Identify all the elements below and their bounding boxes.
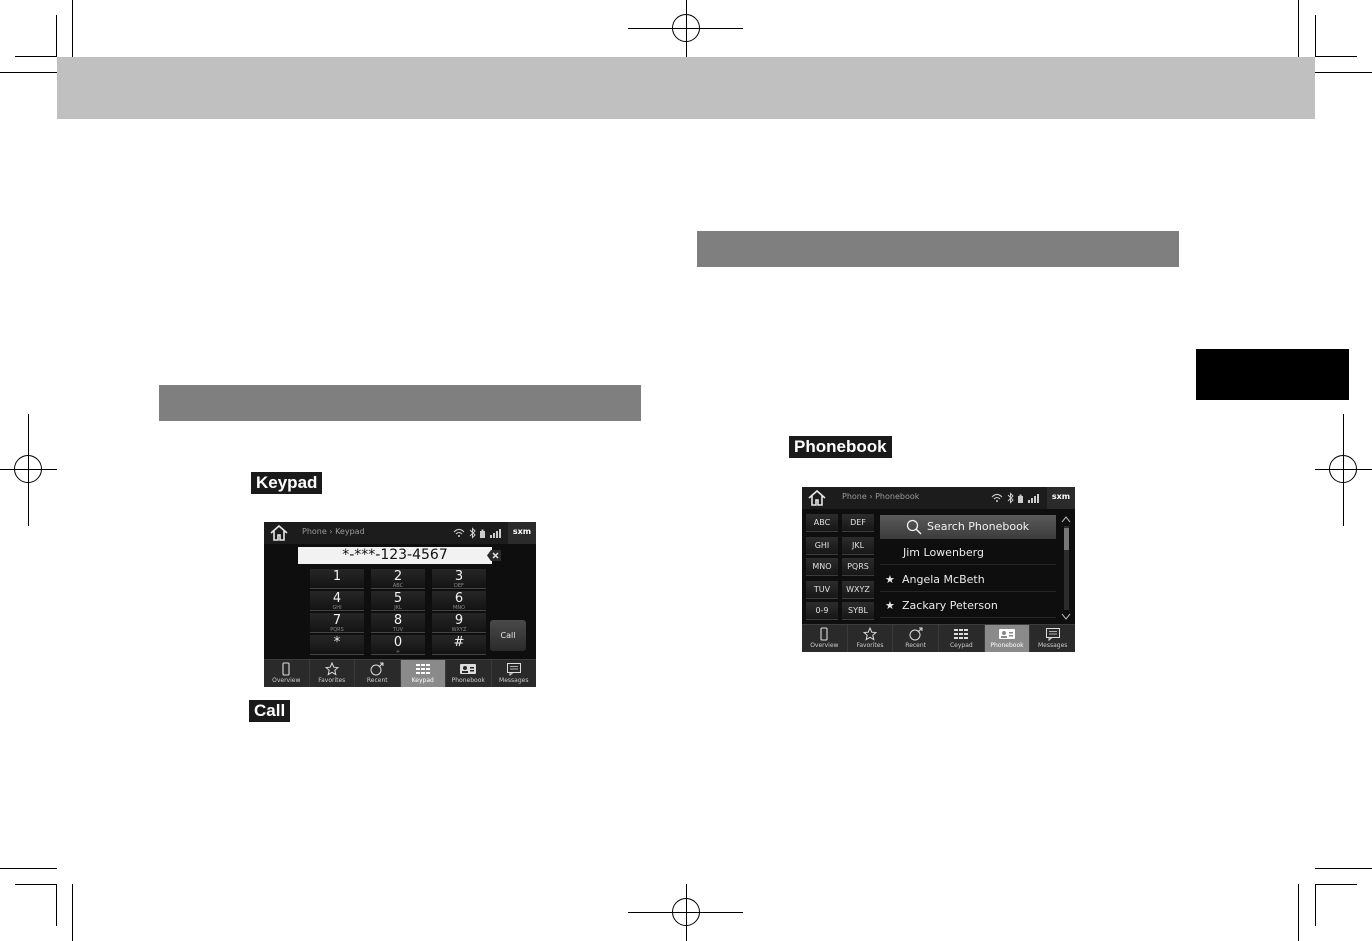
keypad-screen: [264, 522, 536, 687]
phonebook-key-label: Phonebook: [789, 436, 892, 458]
tab-overview[interactable]: Overview: [802, 625, 848, 652]
breadcrumb: Phone › Keypad: [302, 527, 365, 536]
key-0[interactable]: 0 +: [371, 635, 425, 655]
call-button[interactable]: [490, 620, 526, 651]
messages-icon: [506, 662, 522, 676]
tab-favorites[interactable]: Favorites: [848, 625, 894, 652]
tab-keypad[interactable]: Ceypad: [939, 625, 985, 652]
home-icon[interactable]: [806, 489, 828, 507]
phone-icon: [279, 662, 293, 676]
contact-row[interactable]: [880, 594, 1056, 618]
phonebook-screen: [802, 487, 1075, 652]
scroll-up-icon[interactable]: [1061, 515, 1071, 523]
contact-name: Zackary Peterson: [902, 599, 998, 612]
tab-messages[interactable]: Messages: [1030, 625, 1075, 652]
call-button-label: Call: [500, 631, 516, 640]
keypad-icon: [415, 662, 431, 676]
search-phonebook-label: Search Phonebook: [927, 520, 1030, 533]
dialed-number: *-***-123-4567: [342, 547, 448, 563]
tab-overview[interactable]: Overview: [264, 660, 310, 687]
index-key-def[interactable]: DEF: [842, 514, 874, 532]
bottom-tab-bar: [802, 624, 1075, 652]
index-key-0-9[interactable]: 0-9: [806, 602, 838, 620]
number-display: [298, 547, 492, 564]
index-key-pqrs[interactable]: PQRS: [842, 558, 874, 576]
contact-row[interactable]: [880, 541, 1056, 565]
sxm-button[interactable]: sxm: [508, 522, 536, 544]
index-key-ghi[interactable]: GHI: [806, 537, 838, 555]
search-phonebook-button[interactable]: [880, 515, 1056, 539]
index-key-mno[interactable]: MNO: [806, 558, 838, 576]
sxm-button[interactable]: sxm: [1047, 487, 1075, 509]
tab-phonebook[interactable]: Phonebook: [446, 660, 492, 687]
list-scrollbar[interactable]: [1060, 515, 1072, 621]
index-key-abc[interactable]: ABC: [806, 514, 838, 532]
phonebook-icon: [998, 627, 1016, 641]
scroll-thumb[interactable]: [1064, 528, 1069, 550]
key-hash[interactable]: #: [432, 635, 486, 655]
favorite-star-icon: ★: [885, 599, 895, 612]
section-heading-bar-right: [697, 231, 1179, 267]
key-4[interactable]: 4 GHI: [310, 591, 364, 611]
tab-recent[interactable]: Recent: [893, 625, 939, 652]
index-key-tuv[interactable]: TUV: [806, 581, 838, 599]
star-icon: [325, 662, 339, 676]
call-key-label: Call: [249, 700, 290, 722]
home-icon[interactable]: [268, 524, 290, 542]
index-key-wxyz[interactable]: WXYZ: [842, 581, 874, 599]
contact-name: Jim Lowenberg: [903, 546, 984, 559]
phonebook-icon: [459, 662, 477, 676]
key-3[interactable]: 3 DEF: [432, 569, 486, 589]
key-8[interactable]: 8 TUV: [371, 613, 425, 633]
status-icons: [452, 526, 504, 540]
key-2[interactable]: 2 ABC: [371, 569, 425, 589]
key-9[interactable]: 9 WXYZ: [432, 613, 486, 633]
key-5[interactable]: 5 JKL: [371, 591, 425, 611]
key-star[interactable]: *: [310, 635, 364, 655]
messages-icon: [1045, 627, 1061, 641]
scroll-down-icon[interactable]: [1061, 613, 1071, 621]
key-7[interactable]: 7 PQRS: [310, 613, 364, 633]
tab-recent[interactable]: Recent: [355, 660, 401, 687]
backspace-icon[interactable]: [486, 548, 502, 563]
chapter-tab: [1196, 349, 1349, 400]
favorite-star-icon: ★: [885, 573, 895, 586]
section-heading-bar-left: [159, 385, 641, 421]
breadcrumb: Phone › Phonebook: [842, 492, 920, 501]
phone-icon: [817, 627, 831, 641]
index-key-sybl[interactable]: SYBL: [842, 602, 874, 620]
recent-calls-icon: [370, 662, 384, 676]
bottom-tab-bar: [264, 659, 536, 687]
search-icon: [906, 519, 922, 535]
tab-keypad[interactable]: Keypad: [401, 660, 447, 687]
page-header-band: [57, 57, 1315, 119]
recent-calls-icon: [909, 627, 923, 641]
scroll-track[interactable]: [1064, 526, 1069, 610]
tab-messages[interactable]: Messages: [492, 660, 537, 687]
status-bar: [264, 522, 536, 544]
contact-row[interactable]: [880, 568, 1056, 592]
keypad-key-label: Keypad: [251, 472, 322, 494]
keypad-icon: [953, 627, 969, 641]
contact-name: Angela McBeth: [902, 573, 985, 586]
index-key-jkl[interactable]: JKL: [842, 537, 874, 555]
status-icons: [990, 491, 1042, 505]
star-icon: [863, 627, 877, 641]
tab-phonebook[interactable]: Phonebook: [985, 625, 1031, 652]
key-6[interactable]: 6 MNO: [432, 591, 486, 611]
status-bar: [802, 487, 1075, 509]
tab-favorites[interactable]: Favorites: [310, 660, 356, 687]
key-1[interactable]: 1: [310, 569, 364, 589]
